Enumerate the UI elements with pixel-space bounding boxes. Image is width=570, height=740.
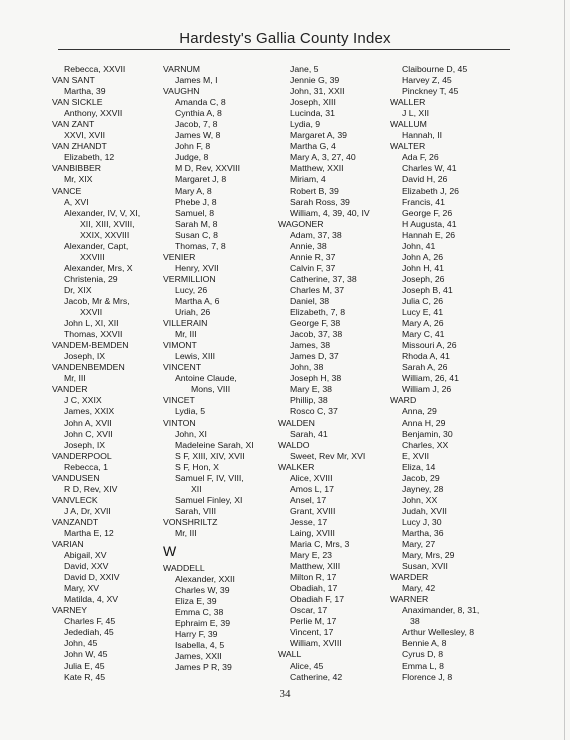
- index-entry: Mary, 42: [402, 583, 436, 594]
- surname-heading: WAGONER: [278, 218, 324, 229]
- index-entry: Mr, XIX: [64, 174, 93, 185]
- index-entry: Sarah Ross, 39: [290, 196, 350, 207]
- index-entry: Alice, 45: [290, 660, 324, 671]
- index-entry: George F, 38: [290, 318, 341, 329]
- index-entry: Vincent, 17: [290, 627, 334, 638]
- index-entry: Emma C, 38: [175, 607, 224, 618]
- surname-heading: VARNEY: [52, 605, 88, 616]
- surname-heading: VAN ZHANDT: [52, 141, 107, 152]
- index-entry: John, 45: [64, 638, 98, 649]
- index-entry: Mary, XV: [64, 583, 100, 594]
- surname-heading: WARNER: [390, 594, 429, 605]
- surname-heading: VANVLECK: [52, 494, 98, 505]
- index-entry: John, XI: [175, 428, 207, 439]
- surname-heading: VONSHRILTZ: [163, 516, 218, 527]
- index-entry: Jennie G, 39: [290, 75, 340, 86]
- index-entry: A, XVI: [64, 196, 89, 207]
- index-entry: Isabella, 4, 5: [175, 640, 225, 651]
- index-entry: Adam, 37, 38: [290, 229, 342, 240]
- index-entry: Martha E, 12: [64, 527, 114, 538]
- surname-heading: VINTON: [163, 417, 196, 428]
- index-entry: Pinckney T, 45: [402, 86, 459, 97]
- index-entry: Alexander, Mrs, X: [64, 262, 133, 273]
- surname-heading: VANDENBEMDEN: [52, 362, 125, 373]
- index-entry: XXVI, XVII: [64, 130, 106, 141]
- index-entry: Samuel Finley, XI: [175, 494, 243, 505]
- surname-heading: VERMILLION: [163, 273, 216, 284]
- index-entry: Abigail, XV: [64, 550, 107, 561]
- index-entry: Robert B, 39: [290, 185, 339, 196]
- index-entry: E, XVII: [402, 450, 430, 461]
- surname-heading: WALL: [278, 649, 302, 660]
- index-entry: John F, 8: [175, 141, 211, 152]
- index-entry: Elizabeth J, 26: [402, 185, 459, 196]
- surname-heading: VAUGHN: [163, 86, 200, 97]
- index-entry: Harry F, 39: [175, 629, 218, 640]
- index-entry: Joseph H, 38: [290, 373, 342, 384]
- index-entry: Susan C, 8: [175, 229, 218, 240]
- index-entry: Thomas, XXVII: [64, 329, 123, 340]
- index-column-4: [390, 64, 479, 683]
- index-entry: Harvey Z, 45: [402, 75, 452, 86]
- index-entry: James W, 8: [175, 130, 221, 141]
- surname-heading: VANDEM-BEMDEN: [52, 340, 129, 351]
- index-entry: Jacob, Mr & Mrs,: [64, 295, 130, 306]
- index-entry: Madeleine Sarah, XI: [175, 439, 254, 450]
- index-entry: Ansel, 17: [290, 494, 327, 505]
- index-entry: R D, Rev, XIV: [64, 483, 118, 494]
- index-entry: William, XVIII: [290, 638, 342, 649]
- index-entry: Elizabeth, 7, 8: [290, 307, 346, 318]
- surname-heading: VENIER: [163, 251, 196, 262]
- title-rule: [58, 49, 510, 50]
- surname-heading: WALLUM: [390, 119, 427, 130]
- index-entry: Mr, III: [175, 329, 197, 340]
- surname-heading: VAN SANT: [52, 75, 95, 86]
- surname-heading: WALTER: [390, 141, 426, 152]
- index-entry: Catherine, 37, 38: [290, 273, 357, 284]
- index-entry: Ephraim E, 39: [175, 618, 231, 629]
- index-entry: Mr, III: [175, 527, 197, 538]
- surname-heading: VAN ZANT: [52, 119, 95, 130]
- index-entry: Charles W, 39: [175, 585, 230, 596]
- index-entry: Obadiah, 17: [290, 583, 338, 594]
- index-entry: Cynthia A, 8: [175, 108, 222, 119]
- surname-heading: VANDUSEN: [52, 472, 100, 483]
- index-entry: George F, 26: [402, 207, 453, 218]
- index-entry: Thomas, 7, 8: [175, 240, 226, 251]
- index-entry: John A, 26: [402, 251, 444, 262]
- index-entry: Jesse, 17: [290, 516, 328, 527]
- index-entry: Martha G, 4: [290, 141, 336, 152]
- index-entry: Judge, 8: [175, 152, 209, 163]
- index-entry: Mons, VIII: [191, 384, 231, 395]
- index-entry: John C, XVII: [64, 428, 113, 439]
- index-entry: David, XXV: [64, 561, 109, 572]
- index-entry: Oscar, 17: [290, 605, 328, 616]
- index-entry: Maria C, Mrs, 3: [290, 539, 350, 550]
- index-entry: Calvin F, 37: [290, 262, 336, 273]
- index-entry: Lucinda, 31: [290, 108, 335, 119]
- index-entry: James D, 37: [290, 351, 339, 362]
- index-entry: Sarah M, 8: [175, 218, 218, 229]
- index-entry: XII, XIII, XVIII,: [80, 218, 135, 229]
- index-column-3: [278, 64, 370, 683]
- index-entry: Alice, XVIII: [290, 472, 333, 483]
- index-entry: Eliza E, 39: [175, 596, 217, 607]
- index-entry: Rhoda A, 41: [402, 351, 450, 362]
- index-entry: Elizabeth, 12: [64, 152, 115, 163]
- index-entry: Alexander, Capt,: [64, 240, 129, 251]
- index-entry: Anna H, 29: [402, 417, 446, 428]
- index-entry: Mr, III: [64, 373, 86, 384]
- index-entry: Miriam, 4: [290, 174, 326, 185]
- index-entry: Antoine Claude,: [175, 373, 237, 384]
- index-entry: Hannah E, 26: [402, 229, 456, 240]
- index-entry: XII: [191, 483, 202, 494]
- index-entry: Annie R, 37: [290, 251, 336, 262]
- index-entry: Mary, 27: [402, 539, 436, 550]
- page-edge: [564, 0, 565, 740]
- index-entry: Joseph, IX: [64, 351, 106, 362]
- index-entry: Jacob, 7, 8: [175, 119, 218, 130]
- index-entry: Joseph, 26: [402, 273, 445, 284]
- index-entry: Benjamin, 30: [402, 428, 453, 439]
- index-entry: Jayney, 28: [402, 483, 444, 494]
- index-entry: Martha, 39: [64, 86, 106, 97]
- index-entry: Amanda C, 8: [175, 97, 226, 108]
- index-entry: Susan, XVII: [402, 561, 448, 572]
- index-entry: Sarah A, 26: [402, 362, 448, 373]
- index-entry: Julia E, 45: [64, 660, 105, 671]
- index-entry: Jacob, 37, 38: [290, 329, 343, 340]
- index-entry: S F, XIII, XIV, XVII: [175, 450, 245, 461]
- index-entry: William, 4, 39, 40, IV: [290, 207, 370, 218]
- surname-heading: VANDERPOOL: [52, 450, 112, 461]
- index-entry: Catherine, 42: [290, 671, 343, 682]
- index-entry: Annie, 38: [290, 240, 327, 251]
- surname-heading: WADDELL: [163, 563, 205, 574]
- index-entry: J C, XXIX: [64, 395, 102, 406]
- index-entry: Anna, 29: [402, 406, 437, 417]
- index-entry: Martha A, 6: [175, 295, 220, 306]
- index-entry: Lucy J, 30: [402, 516, 442, 527]
- index-entry: James, 38: [290, 340, 331, 351]
- index-entry: Phebe J, 8: [175, 196, 217, 207]
- index-entry: Emma L, 8: [402, 660, 445, 671]
- index-entry: Claibourne D, 45: [402, 64, 468, 74]
- index-entry: James M, I: [175, 75, 218, 86]
- surname-heading: VAN SICKLE: [52, 97, 103, 108]
- index-entry: Joseph, IX: [64, 439, 106, 450]
- surname-heading: VANZANDT: [52, 516, 99, 527]
- index-entry: Mary C, 41: [402, 329, 445, 340]
- index-entry: XXVII: [80, 307, 103, 318]
- index-entry: Mary E, 38: [290, 384, 333, 395]
- index-entry: Lydia, 9: [290, 119, 321, 130]
- index-entry: Charles, XX: [402, 439, 449, 450]
- index-entry: H Augusta, 41: [402, 218, 457, 229]
- page-number: 34: [279, 688, 291, 700]
- index-entry: Rosco C, 37: [290, 406, 338, 417]
- index-entry: Mary A, 8: [175, 185, 212, 196]
- index-entry: J A, Dr, XVII: [64, 505, 111, 516]
- index-entry: John H, 41: [402, 262, 445, 273]
- surname-heading: WALKER: [278, 461, 315, 472]
- surname-heading: VARIAN: [52, 539, 84, 550]
- index-entry: John, 41: [402, 240, 436, 251]
- index-entry: Phillip, 38: [290, 395, 328, 406]
- surname-heading: VILLERAIN: [163, 318, 208, 329]
- surname-heading: VANDER: [52, 384, 88, 395]
- index-entry: Alexander, IV, V, XI,: [64, 207, 141, 218]
- index-entry: John, 31, XXII: [290, 86, 345, 97]
- index-entry: Joseph, XIII: [290, 97, 336, 108]
- index-entry: S F, Hon, X: [175, 461, 219, 472]
- index-entry: John W, 45: [64, 649, 108, 660]
- index-entry: Laing, XVIII: [290, 527, 335, 538]
- surname-heading: VANBIBBER: [52, 163, 102, 174]
- index-entry: David H, 26: [402, 174, 448, 185]
- index-entry: Matthew, XIII: [290, 561, 341, 572]
- index-entry: John, XX: [402, 494, 438, 505]
- index-entry: Margaret J, 8: [175, 174, 227, 185]
- index-entry: Matilda, 4, XV: [64, 594, 119, 605]
- index-entry: Francis, 41: [402, 196, 445, 207]
- index-entry: William, 26, 41: [402, 373, 459, 384]
- index-entry: Charles M, 37: [290, 284, 345, 295]
- index-entry: Mary A, 26: [402, 318, 444, 329]
- index-entry: M D, Rev, XXVIII: [175, 163, 241, 174]
- index-entry: Grant, XVIII: [290, 505, 336, 516]
- surname-heading: WALDO: [278, 439, 310, 450]
- index-entry: Samuel, 8: [175, 207, 215, 218]
- index-entry: James, XXII: [175, 651, 222, 662]
- index-entry: Daniel, 38: [290, 295, 330, 306]
- index-entry: XXIX, XXVIII: [80, 229, 130, 240]
- index-entry: Mary E, 23: [290, 550, 333, 561]
- surname-heading: VARNUM: [163, 64, 201, 74]
- index-entry: Lucy, 26: [175, 284, 208, 295]
- index-entry: Florence J, 8: [402, 671, 453, 682]
- index-entry: Henry, XVII: [175, 262, 219, 273]
- index-entry: Rebecca, 1: [64, 461, 108, 472]
- index-entry: Jane, 5: [290, 64, 319, 74]
- index-entry: James, XXIX: [64, 406, 115, 417]
- index-entry: J L, XII: [402, 108, 430, 119]
- index-entry: Kate R, 45: [64, 671, 106, 682]
- surname-heading: WARDER: [390, 572, 429, 583]
- index-entry: Uriah, 26: [175, 307, 211, 318]
- surname-heading: WALDEN: [278, 417, 315, 428]
- surname-heading: WARD: [390, 395, 417, 406]
- index-entry: Mary, Mrs, 29: [402, 550, 455, 561]
- index-entry: Sarah, VIII: [175, 505, 217, 516]
- surname-heading: VIMONT: [163, 340, 197, 351]
- index-entry: Matthew, XXII: [290, 163, 344, 174]
- index-entry: Jedediah, 45: [64, 627, 114, 638]
- index-entry: Samuel F, IV, VIII,: [175, 472, 244, 483]
- surname-heading: VANCE: [52, 185, 82, 196]
- index-entry: Anthony, XXVII: [64, 108, 123, 119]
- index-entry: Hannah, II: [402, 130, 443, 141]
- index-entry: Charles F, 45: [64, 616, 116, 627]
- index-entry: James P R, 39: [175, 662, 232, 673]
- index-entry: Jacob, 29: [402, 472, 440, 483]
- index-entry: John, 38: [290, 362, 324, 373]
- index-entry: Anaximander, 8, 31,: [402, 605, 480, 616]
- index-entry: XXVIII: [80, 251, 105, 262]
- index-entry: Perlie M, 17: [290, 616, 337, 627]
- index-column-1: [52, 64, 140, 683]
- page-title: Hardesty's Gallia County Index: [179, 30, 391, 47]
- surname-heading: VINCET: [163, 395, 195, 406]
- index-entry: Obadiah F, 17: [290, 594, 345, 605]
- section-letter: W: [163, 543, 177, 560]
- surname-heading: WALLER: [390, 97, 426, 108]
- index-entry: 38: [410, 616, 420, 627]
- index-entry: Julia C, 26: [402, 295, 444, 306]
- index-entry: William J, 26: [402, 384, 452, 395]
- index-entry: Judah, XVII: [402, 505, 447, 516]
- index-entry: Ada F, 26: [402, 152, 439, 163]
- index-entry: Cyrus D, 8: [402, 649, 444, 660]
- index-entry: Dr, XIX: [64, 284, 92, 295]
- index-entry: Milton R, 17: [290, 572, 337, 583]
- index-entry: Sarah, 41: [290, 428, 328, 439]
- index-entry: Rebecca, XXVII: [64, 64, 126, 74]
- index-entry: Joseph B, 41: [402, 284, 453, 295]
- index-entry: Missouri A, 26: [402, 340, 457, 351]
- index-entry: Lydia, 5: [175, 406, 206, 417]
- index-entry: Charles W, 41: [402, 163, 457, 174]
- index-entry: Martha, 36: [402, 527, 444, 538]
- index-entry: David D, XXIV: [64, 572, 120, 583]
- index-entry: Alexander, XXII: [175, 574, 235, 585]
- index-entry: Lewis, XIII: [175, 351, 216, 362]
- surname-heading: VINCENT: [163, 362, 202, 373]
- index-entry: Mary A, 3, 27, 40: [290, 152, 356, 163]
- index-entry: Christenia, 29: [64, 273, 118, 284]
- index-entry: Eliza, 14: [402, 461, 436, 472]
- index-entry: Sweet, Rev Mr, XVI: [290, 450, 366, 461]
- index-entry: John A, XVII: [64, 417, 112, 428]
- index-entry: John L, XI, XII: [64, 318, 119, 329]
- index-entry: Margaret A, 39: [290, 130, 347, 141]
- index-entry: Amos L, 17: [290, 483, 334, 494]
- index-entry: Bennie A, 8: [402, 638, 447, 649]
- index-entry: Lucy E, 41: [402, 307, 444, 318]
- index-column-2: [163, 64, 254, 673]
- index-entry: Arthur Wellesley, 8: [402, 627, 475, 638]
